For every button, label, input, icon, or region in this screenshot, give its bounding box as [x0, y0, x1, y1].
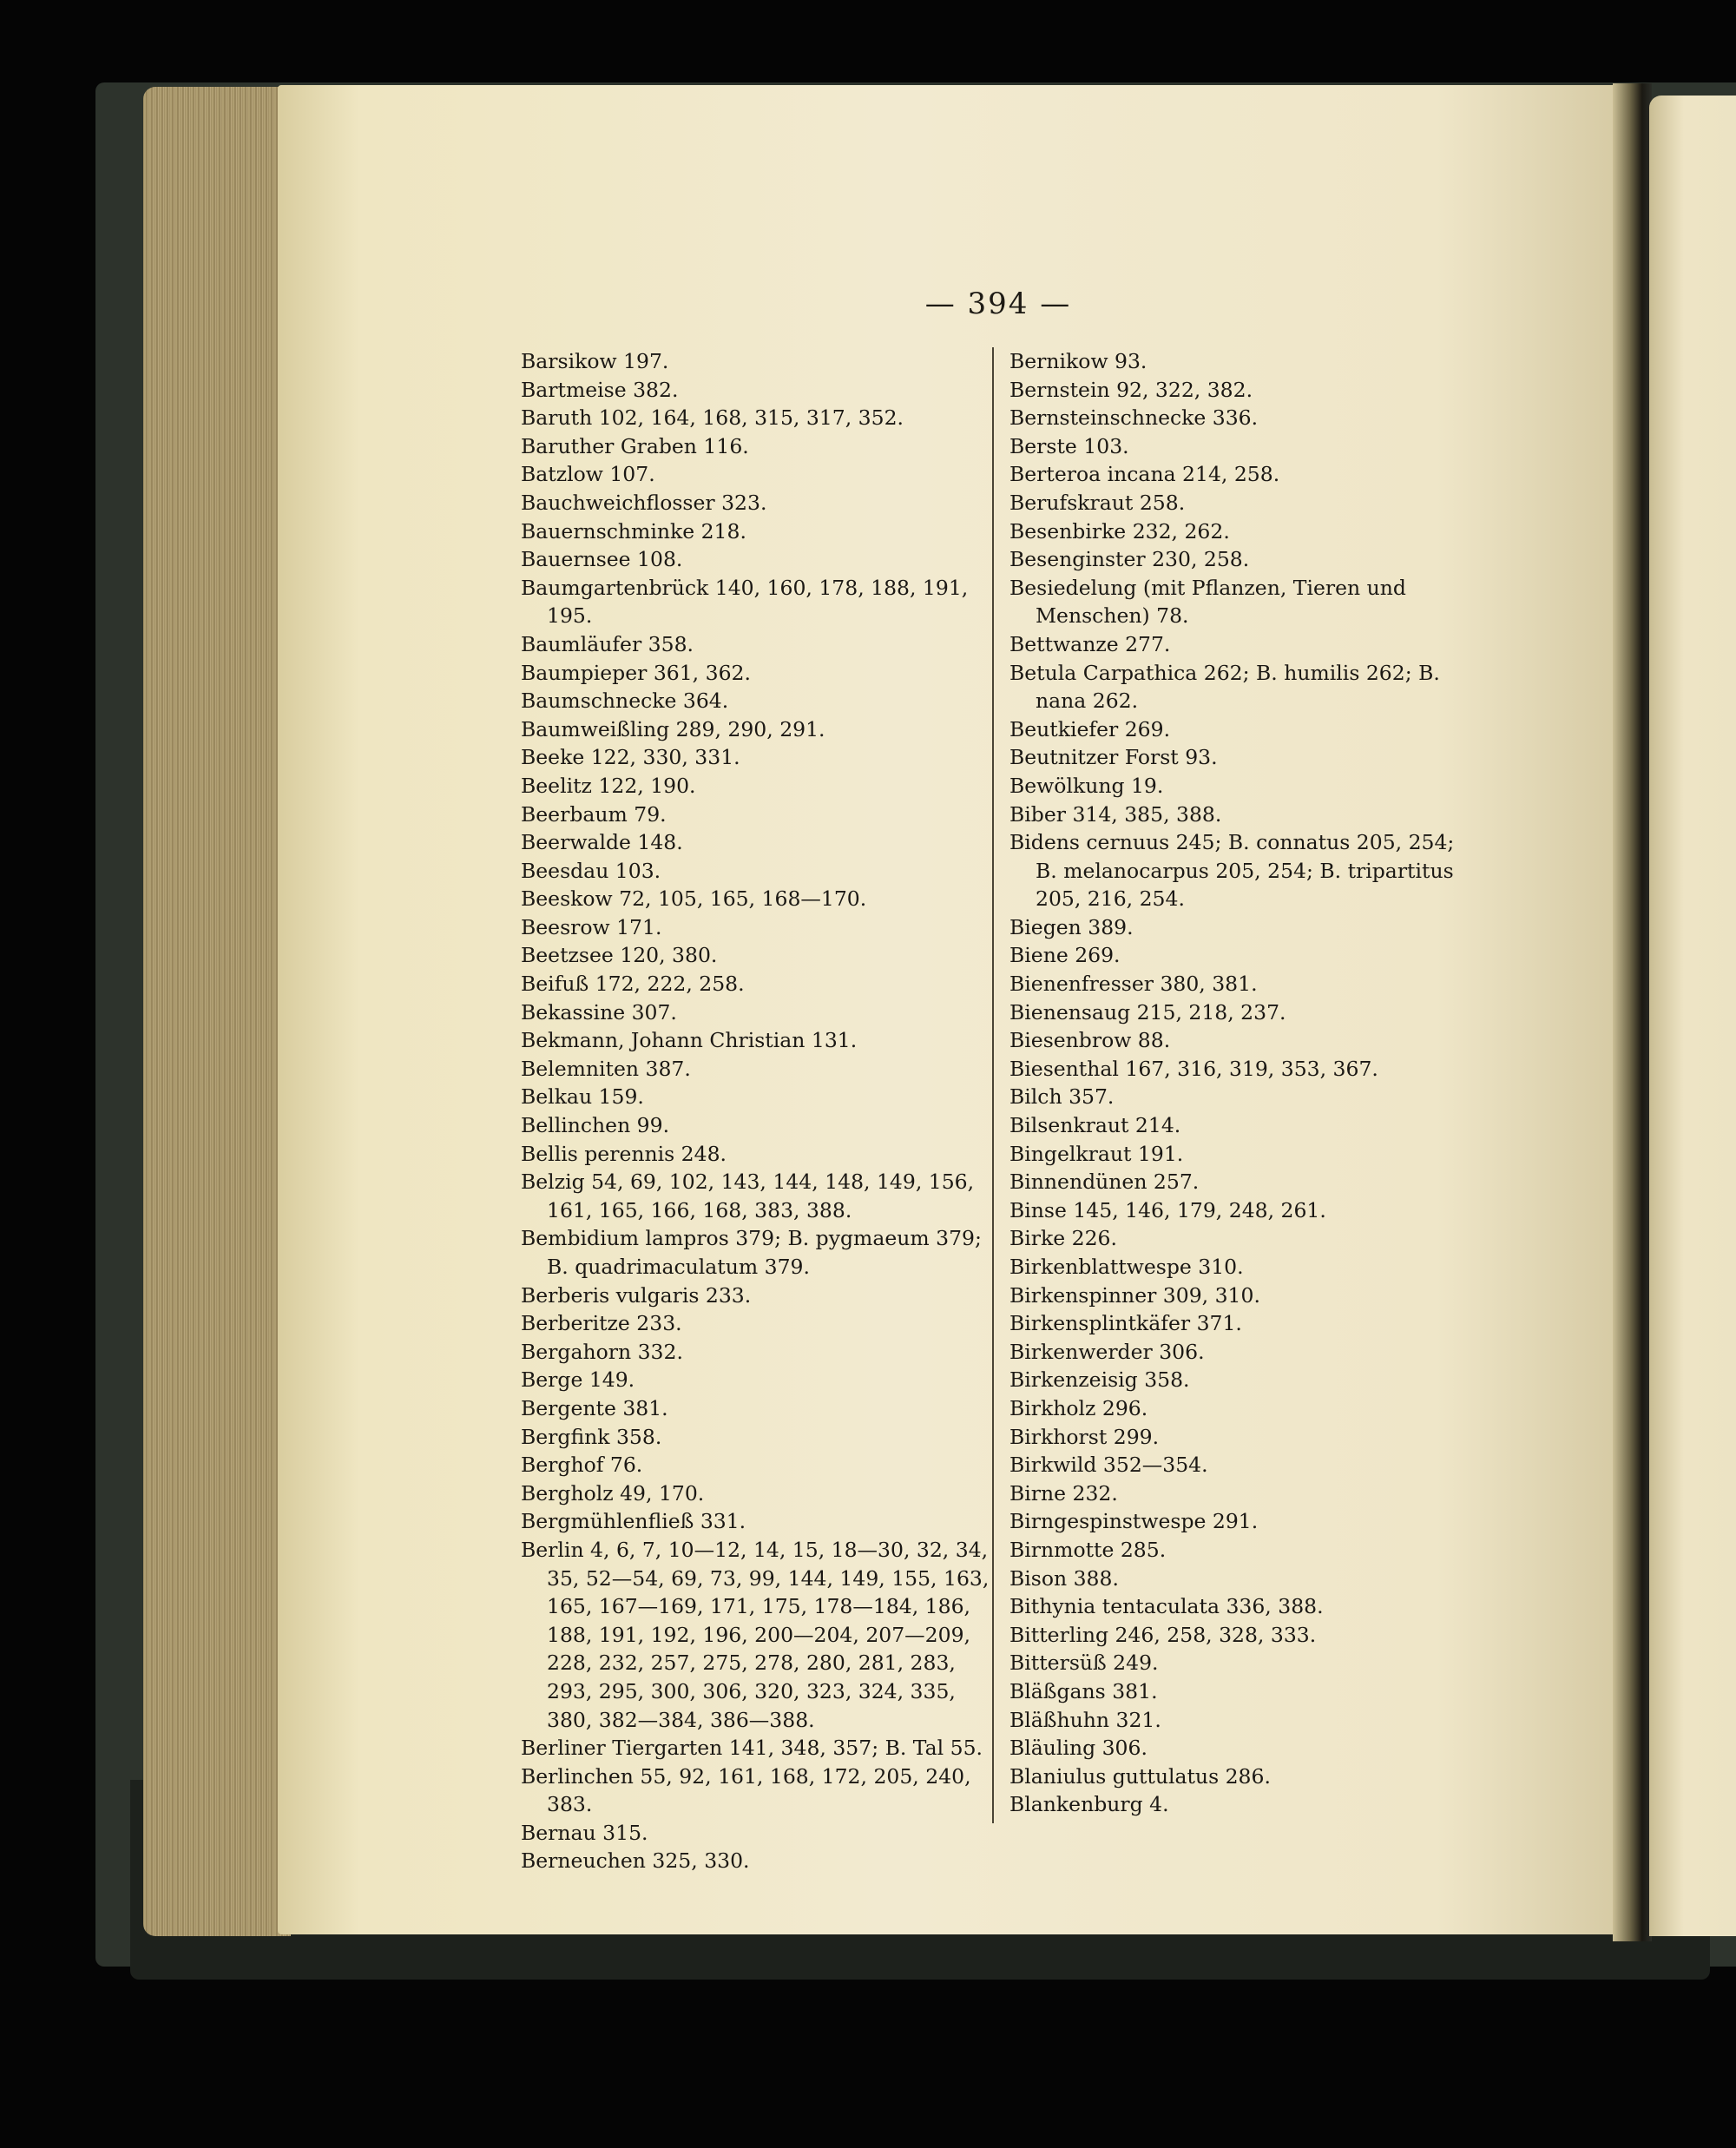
index-entry: Besenginster 230, 258. — [1009, 547, 1250, 572]
index-entry: Berufskraut 258. — [1009, 490, 1186, 515]
index-entry: Biber 314, 385, 388. — [1009, 801, 1222, 827]
index-entry: Bernau 315. — [521, 1820, 648, 1845]
index-entry: Bauernschminke 218. — [521, 518, 746, 544]
index-entry: Beeke 122, 330, 331. — [521, 745, 740, 770]
index-entry: Bienenfresser 380, 381. — [1009, 972, 1258, 997]
index-entry: Bitterling 246, 258, 328, 333. — [1009, 1622, 1317, 1647]
index-entry: Beesdau 103. — [521, 858, 661, 883]
index-entry: Berge 149. — [521, 1367, 635, 1393]
index-entry: Biegen 389. — [1009, 914, 1134, 939]
index-entry: Bienensaug 215, 218, 237. — [1009, 999, 1286, 1025]
index-entry: Bithynia tentaculata 336, 388. — [1009, 1594, 1324, 1619]
index-entry: Beeskow 72, 105, 165, 168—170. — [521, 886, 867, 912]
index-entry: Bläßhuhn 321. — [1009, 1707, 1161, 1732]
index-entry: Baumgartenbrück 140, 160, 178, 188, 191, 195. — [521, 575, 969, 629]
index-entry: Bartmeise 382. — [521, 377, 679, 402]
index-entry: Bembidium lampros 379; B. pygmaeum 379; B. quadrimaculatum 379. — [521, 1226, 982, 1279]
index-entry: Birke 226. — [1009, 1226, 1117, 1251]
index-entry: Bewölkung 19. — [1009, 773, 1164, 798]
index-entry: Berlin 4, 6, 7, 10—12, 14, 15, 18—30, 32, 34, 35, 52—54, 69, 73, 99, 144, 149, 155, 163, 165, 167—169, 171, 175, 178—184, 186, 188, 191, 192, 196, 200—204, 207—209, 228, 232, 257, 275, 278, 280, 281, 283, 293, 295, 300, 306, 320, 323, 324, 335, 380, 382—384, 386—388. — [521, 1537, 990, 1732]
index-entry: Beerbaum 79. — [521, 801, 667, 827]
index-entry: Berghof 76. — [521, 1453, 643, 1478]
index-entry: Bilsenkraut 214. — [1009, 1113, 1181, 1138]
index-entry: Baruther Graben 116. — [521, 433, 749, 458]
index-entry: Bergfink 358. — [521, 1424, 662, 1449]
index-entry: Besenbirke 232, 262. — [1009, 518, 1230, 544]
index-entry: Binse 145, 146, 179, 248, 261. — [1009, 1197, 1326, 1222]
index-entry: Beutkiefer 269. — [1009, 716, 1171, 741]
page-edges — [143, 87, 291, 1936]
index-entry: Baumläufer 358. — [521, 631, 694, 656]
index-column-right — [1009, 347, 1478, 1819]
index-entry: Blaniulus guttulatus 286. — [1009, 1763, 1271, 1789]
index-entry: Belkau 159. — [521, 1084, 644, 1110]
index-entry: Bernsteinschnecke 336. — [1009, 405, 1259, 431]
index-entry: Bittersüß 249. — [1009, 1651, 1159, 1676]
index-entry: Bernstein 92, 322, 382. — [1009, 377, 1253, 402]
index-entry: Baumschnecke 364. — [521, 689, 729, 714]
index-entry: Beetzsee 120, 380. — [521, 943, 718, 968]
index-column-left — [521, 347, 990, 1875]
index-entry: Bauchweichflosser 323. — [521, 490, 767, 515]
index-entry: Bergahorn 332. — [521, 1339, 683, 1364]
index-entry: Berliner Tiergarten 141, 348, 357; B. Tal 55. — [521, 1736, 983, 1761]
index-entry: Birkhorst 299. — [1009, 1424, 1160, 1449]
index-entry: Bauernsee 108. — [521, 547, 683, 572]
index-entry: Birkenspinner 309, 310. — [1009, 1282, 1260, 1308]
index-entry: Binnendünen 257. — [1009, 1170, 1200, 1195]
index-entry: Berlinchen 55, 92, 161, 168, 172, 205, 240, 383. — [521, 1763, 971, 1817]
index-entry: Birkenblattwespe 310. — [1009, 1255, 1244, 1279]
index-entry: Biene 269. — [1009, 943, 1121, 968]
index-entry: Barsikow 197. — [521, 349, 669, 373]
index-entry: Beerwalde 148. — [521, 830, 683, 855]
index-entry: Birngespinstwespe 291. — [1009, 1509, 1259, 1534]
index-entry: Birnmotte 285. — [1009, 1537, 1167, 1562]
index-entry: Bellinchen 99. — [521, 1113, 670, 1138]
index-entry: Birkenzeisig 358. — [1009, 1367, 1190, 1393]
index-entry: Birkwild 352—354. — [1009, 1453, 1208, 1478]
index-entry: Baruth 102, 164, 168, 315, 317, 352. — [521, 405, 904, 431]
index-entry: Bekmann, Johann Christian 131. — [521, 1028, 858, 1053]
index-entry: Birkholz 296. — [1009, 1395, 1148, 1420]
index-entry: Bingelkraut 191. — [1009, 1141, 1184, 1166]
index-entry: Beesrow 171. — [521, 914, 662, 939]
index-entry: Bläßgans 381. — [1009, 1678, 1158, 1703]
index-entry: Bilch 357. — [1009, 1084, 1115, 1110]
index-entry: Belzig 54, 69, 102, 143, 144, 148, 149, 156, 161, 165, 166, 168, 383, 388. — [521, 1170, 975, 1222]
index-entry: Berneuchen 325, 330. — [521, 1848, 750, 1874]
index-entry: Berberis vulgaris 233. — [521, 1282, 752, 1308]
index-entry: Bläuling 306. — [1009, 1736, 1147, 1761]
index-entry: Bergholz 49, 170. — [521, 1480, 705, 1506]
index-entry: Bellis perennis 248. — [521, 1141, 727, 1166]
index-entry: Birkensplintkäfer 371. — [1009, 1311, 1242, 1336]
index-entry: Besiedelung (mit Pflanzen, Tieren und Menschen) 78. — [1009, 575, 1406, 629]
facing-page-edge — [1649, 96, 1736, 1936]
index-entry: Beelitz 122, 190. — [521, 773, 696, 798]
index-entry: Birne 232. — [1009, 1480, 1118, 1506]
index-entry: Berberitze 233. — [521, 1311, 682, 1336]
index-entry: Belemniten 387. — [521, 1056, 691, 1081]
index-entry: Bison 388. — [1009, 1565, 1119, 1591]
index-entry: Beutnitzer Forst 93. — [1009, 745, 1218, 770]
index-entry: Batzlow 107. — [521, 462, 655, 487]
book-gutter — [1613, 83, 1652, 1941]
index-entry: Biesenthal 167, 316, 319, 353, 367. — [1009, 1056, 1378, 1081]
index-entry: Bidens cernuus 245; B. connatus 205, 254; B. melanocarpus 205, 254; B. tripartitus 205, 216, 254. — [1009, 830, 1455, 912]
index-entry: Bergmühlenfließ 331. — [521, 1509, 746, 1534]
index-entry: Baumpieper 361, 362. — [521, 660, 751, 685]
page-number: — 394 — — [924, 287, 1072, 321]
index-entry: Berteroa incana 214, 258. — [1009, 462, 1280, 487]
index-entry: Berste 103. — [1009, 433, 1129, 458]
index-entry: Biesenbrow 88. — [1009, 1028, 1171, 1053]
index-entry: Bettwanze 277. — [1009, 631, 1171, 656]
index-entry: Bekassine 307. — [521, 999, 677, 1025]
index-entry: Baumweißling 289, 290, 291. — [521, 716, 825, 741]
index-entry: Blankenburg 4. — [1009, 1792, 1169, 1817]
index-entry: Betula Carpathica 262; B. humilis 262; B. nana 262. — [1009, 660, 1440, 714]
index-entry: Birkenwerder 306. — [1009, 1339, 1205, 1364]
column-divider — [992, 347, 994, 1823]
index-entry: Bernikow 93. — [1009, 349, 1147, 373]
index-entry: Beifuß 172, 222, 258. — [521, 972, 745, 997]
index-entry: Bergente 381. — [521, 1395, 668, 1420]
